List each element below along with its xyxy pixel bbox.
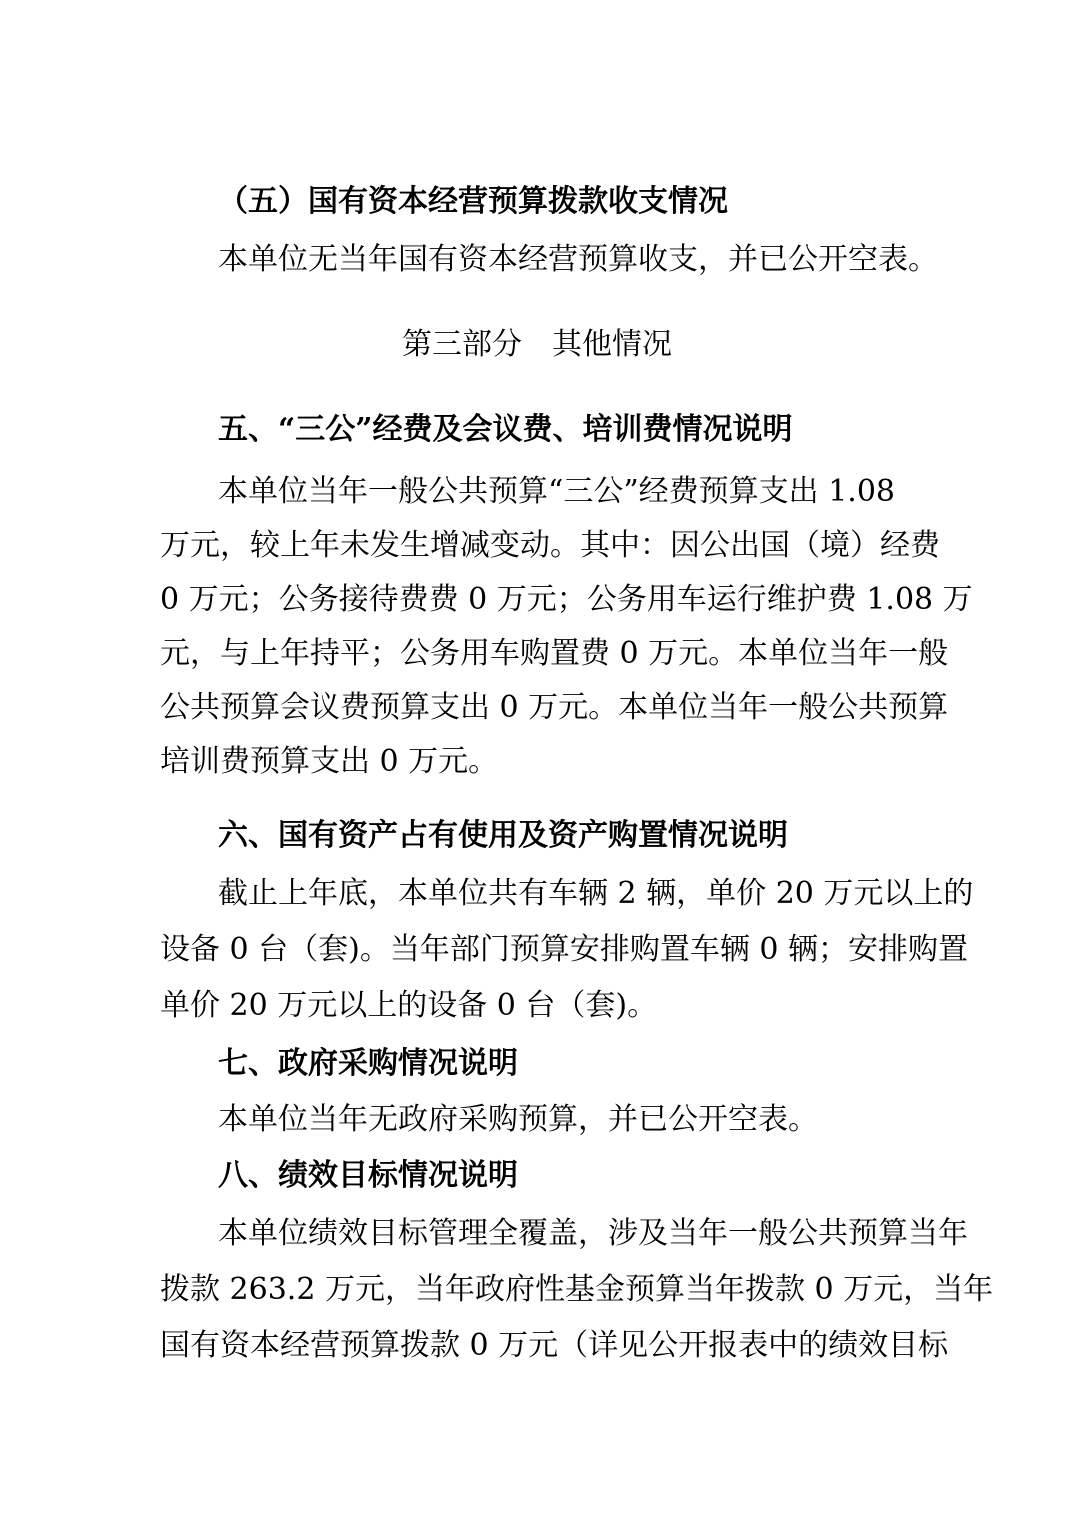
heading-eight: 八、绩效目标情况说明: [218, 1158, 518, 1193]
paragraph-five-line-4: 元，与上年持平；公务用车购置费 0 万元。本单位当年一般: [160, 636, 949, 671]
paragraph-five-line-1: 本单位当年一般公共预算“三公”经费预算支出 1.08: [218, 474, 896, 509]
heading-five: 五、“三公”经费及会议费、培训费情况说明: [218, 412, 793, 447]
paragraph-seven: 本单位当年无政府采购预算，并已公开空表。: [218, 1102, 818, 1137]
paragraph-six-line-1: 截止上年底，本单位共有车辆 2 辆，单价 20 万元以上的: [218, 876, 974, 911]
paragraph-six-line-3: 单价 20 万元以上的设备 0 台（套)。: [160, 988, 658, 1023]
paragraph-five-line-2: 万元，较上年未发生增减变动。其中：因公出国（境）经费: [160, 528, 940, 563]
paragraph-six-line-2: 设备 0 台（套)。当年部门预算安排购置车辆 0 辆；安排购置: [160, 932, 969, 967]
heading-six: 六、国有资产占有使用及资产购置情况说明: [218, 818, 788, 853]
paragraph-five-line-6: 培训费预算支出 0 万元。: [160, 744, 499, 779]
section-5-heading: （五）国有资本经营预算拨款收支情况: [218, 184, 728, 219]
paragraph-five-line-5: 公共预算会议费预算支出 0 万元。本单位当年一般公共预算: [160, 690, 949, 725]
part-3-heading: 第三部分 其他情况: [402, 327, 672, 362]
heading-seven: 七、政府采购情况说明: [218, 1046, 518, 1081]
section-5-body: 本单位无当年国有资本经营预算收支，并已公开空表。: [218, 242, 938, 277]
paragraph-eight-line-1: 本单位绩效目标管理全覆盖，涉及当年一般公共预算当年: [218, 1216, 968, 1251]
paragraph-five-line-3: 0 万元；公务接待费费 0 万元；公务用车运行维护费 1.08 万: [160, 582, 973, 617]
paragraph-eight-line-2: 拨款 263.2 万元，当年政府性基金预算当年拨款 0 万元，当年: [160, 1272, 994, 1307]
paragraph-eight-line-3: 国有资本经营预算拨款 0 万元（详见公开报表中的绩效目标: [160, 1328, 949, 1363]
